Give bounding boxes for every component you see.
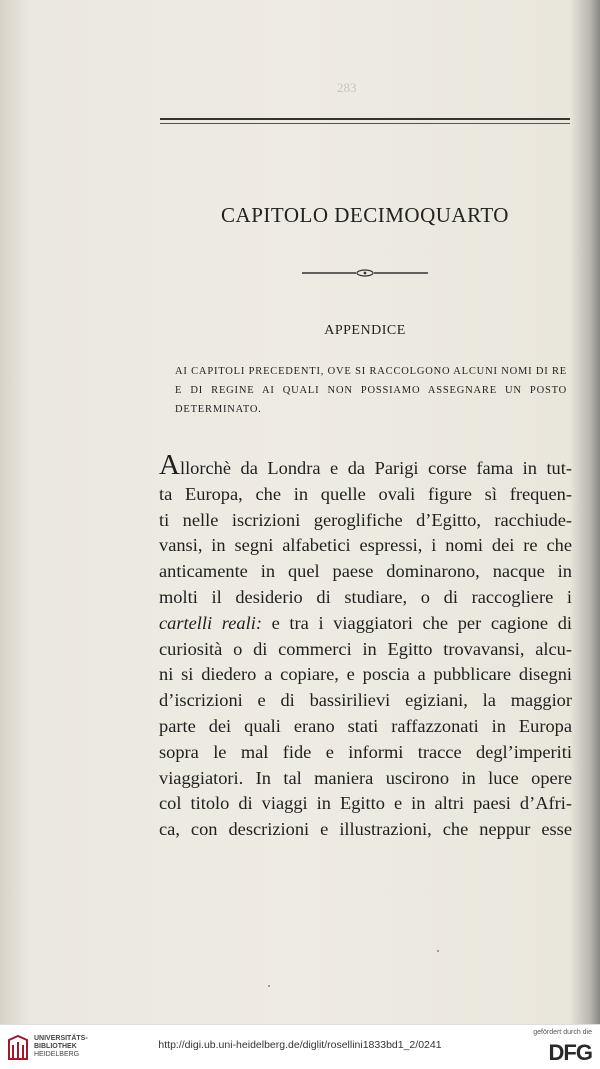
body-line-7: cartelli reali: e tra i viaggiatori che per cagione di: [159, 612, 572, 633]
body-paragraph: [159, 449, 572, 843]
ornament-divider: [300, 267, 430, 279]
body-line-6: molti il desiderio di studiare, o di raccogliere i: [159, 586, 572, 607]
body-line-2: ta Europa, che in quelle ovali figure sì frequen-: [159, 483, 572, 504]
viewer-footer: [0, 1024, 600, 1069]
appendix-subtitle: AI CAPITOLI PRECEDENTI, OVE SI RACCOLGONO ALCUNI NOMI DI RE E DI REGINE AI QUALI NON POSSIAMO ASSEGNARE UN POSTO DETERMINATO.: [175, 366, 567, 415]
body-line-3: ti nelle iscrizioni geroglifiche d’Egitto, racchiude-: [159, 509, 572, 530]
body-line-8: curiosità o di commerci in Egitto trovavansi, alcu-: [159, 638, 572, 659]
body-line-1: Allorchè da Londra e da Parigi corse fama in tut-: [159, 449, 572, 481]
body-line-13: viaggiatori. In tal maniera uscirono in luce opere: [159, 767, 572, 788]
page-number: 283: [337, 80, 357, 95]
university-name[interactable]: UNIVERSITÄTS- BIBLIOTHEK HEIDELBERG: [34, 1035, 88, 1058]
body-line-12: sopra le mal fide e informi tracce degl’imperiti: [159, 741, 572, 762]
dfg-logo[interactable]: DFG: [548, 1040, 592, 1065]
header-rule-thick: [160, 118, 570, 120]
chapter-title: CAPITOLO DECIMOQUARTO: [221, 203, 509, 227]
italic-phrase: cartelli reali:: [159, 612, 262, 633]
funded-by-label: gefördert durch die: [533, 1029, 592, 1036]
body-line-14: col titolo di viaggi in Egitto e in altri paesi d’Afri-: [159, 793, 572, 814]
body-line-4: vansi, in segni alfabetici espressi, i nomi dei re che: [159, 535, 572, 556]
paper-speck: [268, 985, 270, 987]
document-url[interactable]: http://digi.ub.uni-heidelberg.de/diglit/rosellini1833bd1_2/0241: [158, 1039, 442, 1051]
body-line-11: parte dei quali erano stati raffazzonati in Europa: [159, 715, 572, 736]
body-line-9: ni si diedero a copiare, e poscia a pubblicare disegni: [159, 664, 572, 685]
drop-cap: A: [159, 449, 180, 481]
body-line-5: anticamente in quel paese dominarono, nacque in: [159, 561, 572, 582]
body-line-15: ca, con descrizioni e illustrazioni, che neppur esse: [159, 819, 572, 840]
header-rule-thin: [160, 123, 570, 124]
body-line-10: d’iscrizioni e di bassirilievi egiziani, la maggior: [159, 690, 572, 711]
appendix-title: APPENDICE: [324, 323, 406, 338]
paper-speck: [437, 950, 439, 952]
